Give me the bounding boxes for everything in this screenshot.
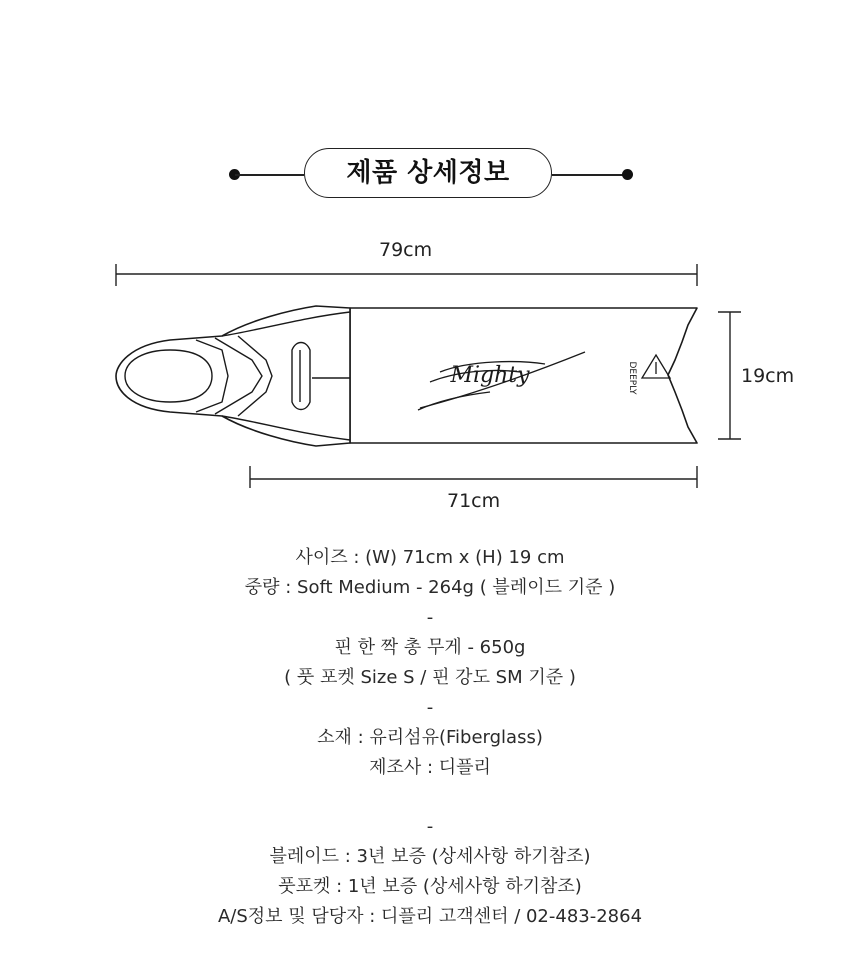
spec-material: 소재 : 유리섬유(Fiberglass) <box>317 727 543 748</box>
page-title: 제품 상세정보 <box>304 148 552 198</box>
mighty-logo-text: Mighty <box>450 363 530 388</box>
spec-manufacturer: 제조사 : 디플리 <box>369 757 491 778</box>
warranty-list <box>0 812 860 932</box>
spec-total-weight: 핀 한 짝 총 무게 - 650g <box>334 637 526 658</box>
fin-outline <box>116 306 697 446</box>
as-contact: A/S정보 및 담당자 : 디플리 고객센터 / 02-483-2864 <box>217 906 643 927</box>
blade-length-label: 71cm <box>447 490 501 512</box>
warranty-blade: 블레이드 : 3년 보증 (상세사항 하기참조) <box>269 846 591 867</box>
spec-separator: - <box>426 607 434 628</box>
blade-length-dimension-line <box>250 466 697 488</box>
spec-separator: - <box>426 697 434 718</box>
spec-size: 사이즈 : (W) 71cm x (H) 19 cm <box>295 547 565 568</box>
spec-weight: 중량 : Soft Medium - 264g ( 블레이드 기준 ) <box>244 577 616 598</box>
spec-weight-note: ( 풋 포켓 Size S / 핀 강도 SM 기준 ) <box>284 667 576 688</box>
warranty-foot-pocket: 풋포켓 : 1년 보증 (상세사항 하기참조) <box>278 876 582 897</box>
spec-list <box>0 543 860 783</box>
width-dimension-line <box>718 312 741 439</box>
total-length-label: 79cm <box>379 239 433 261</box>
warranty-separator: - <box>426 816 434 837</box>
brand-text: DEEPLY <box>627 361 637 395</box>
total-length-dimension-line <box>116 264 697 286</box>
width-label: 19cm <box>741 365 795 387</box>
